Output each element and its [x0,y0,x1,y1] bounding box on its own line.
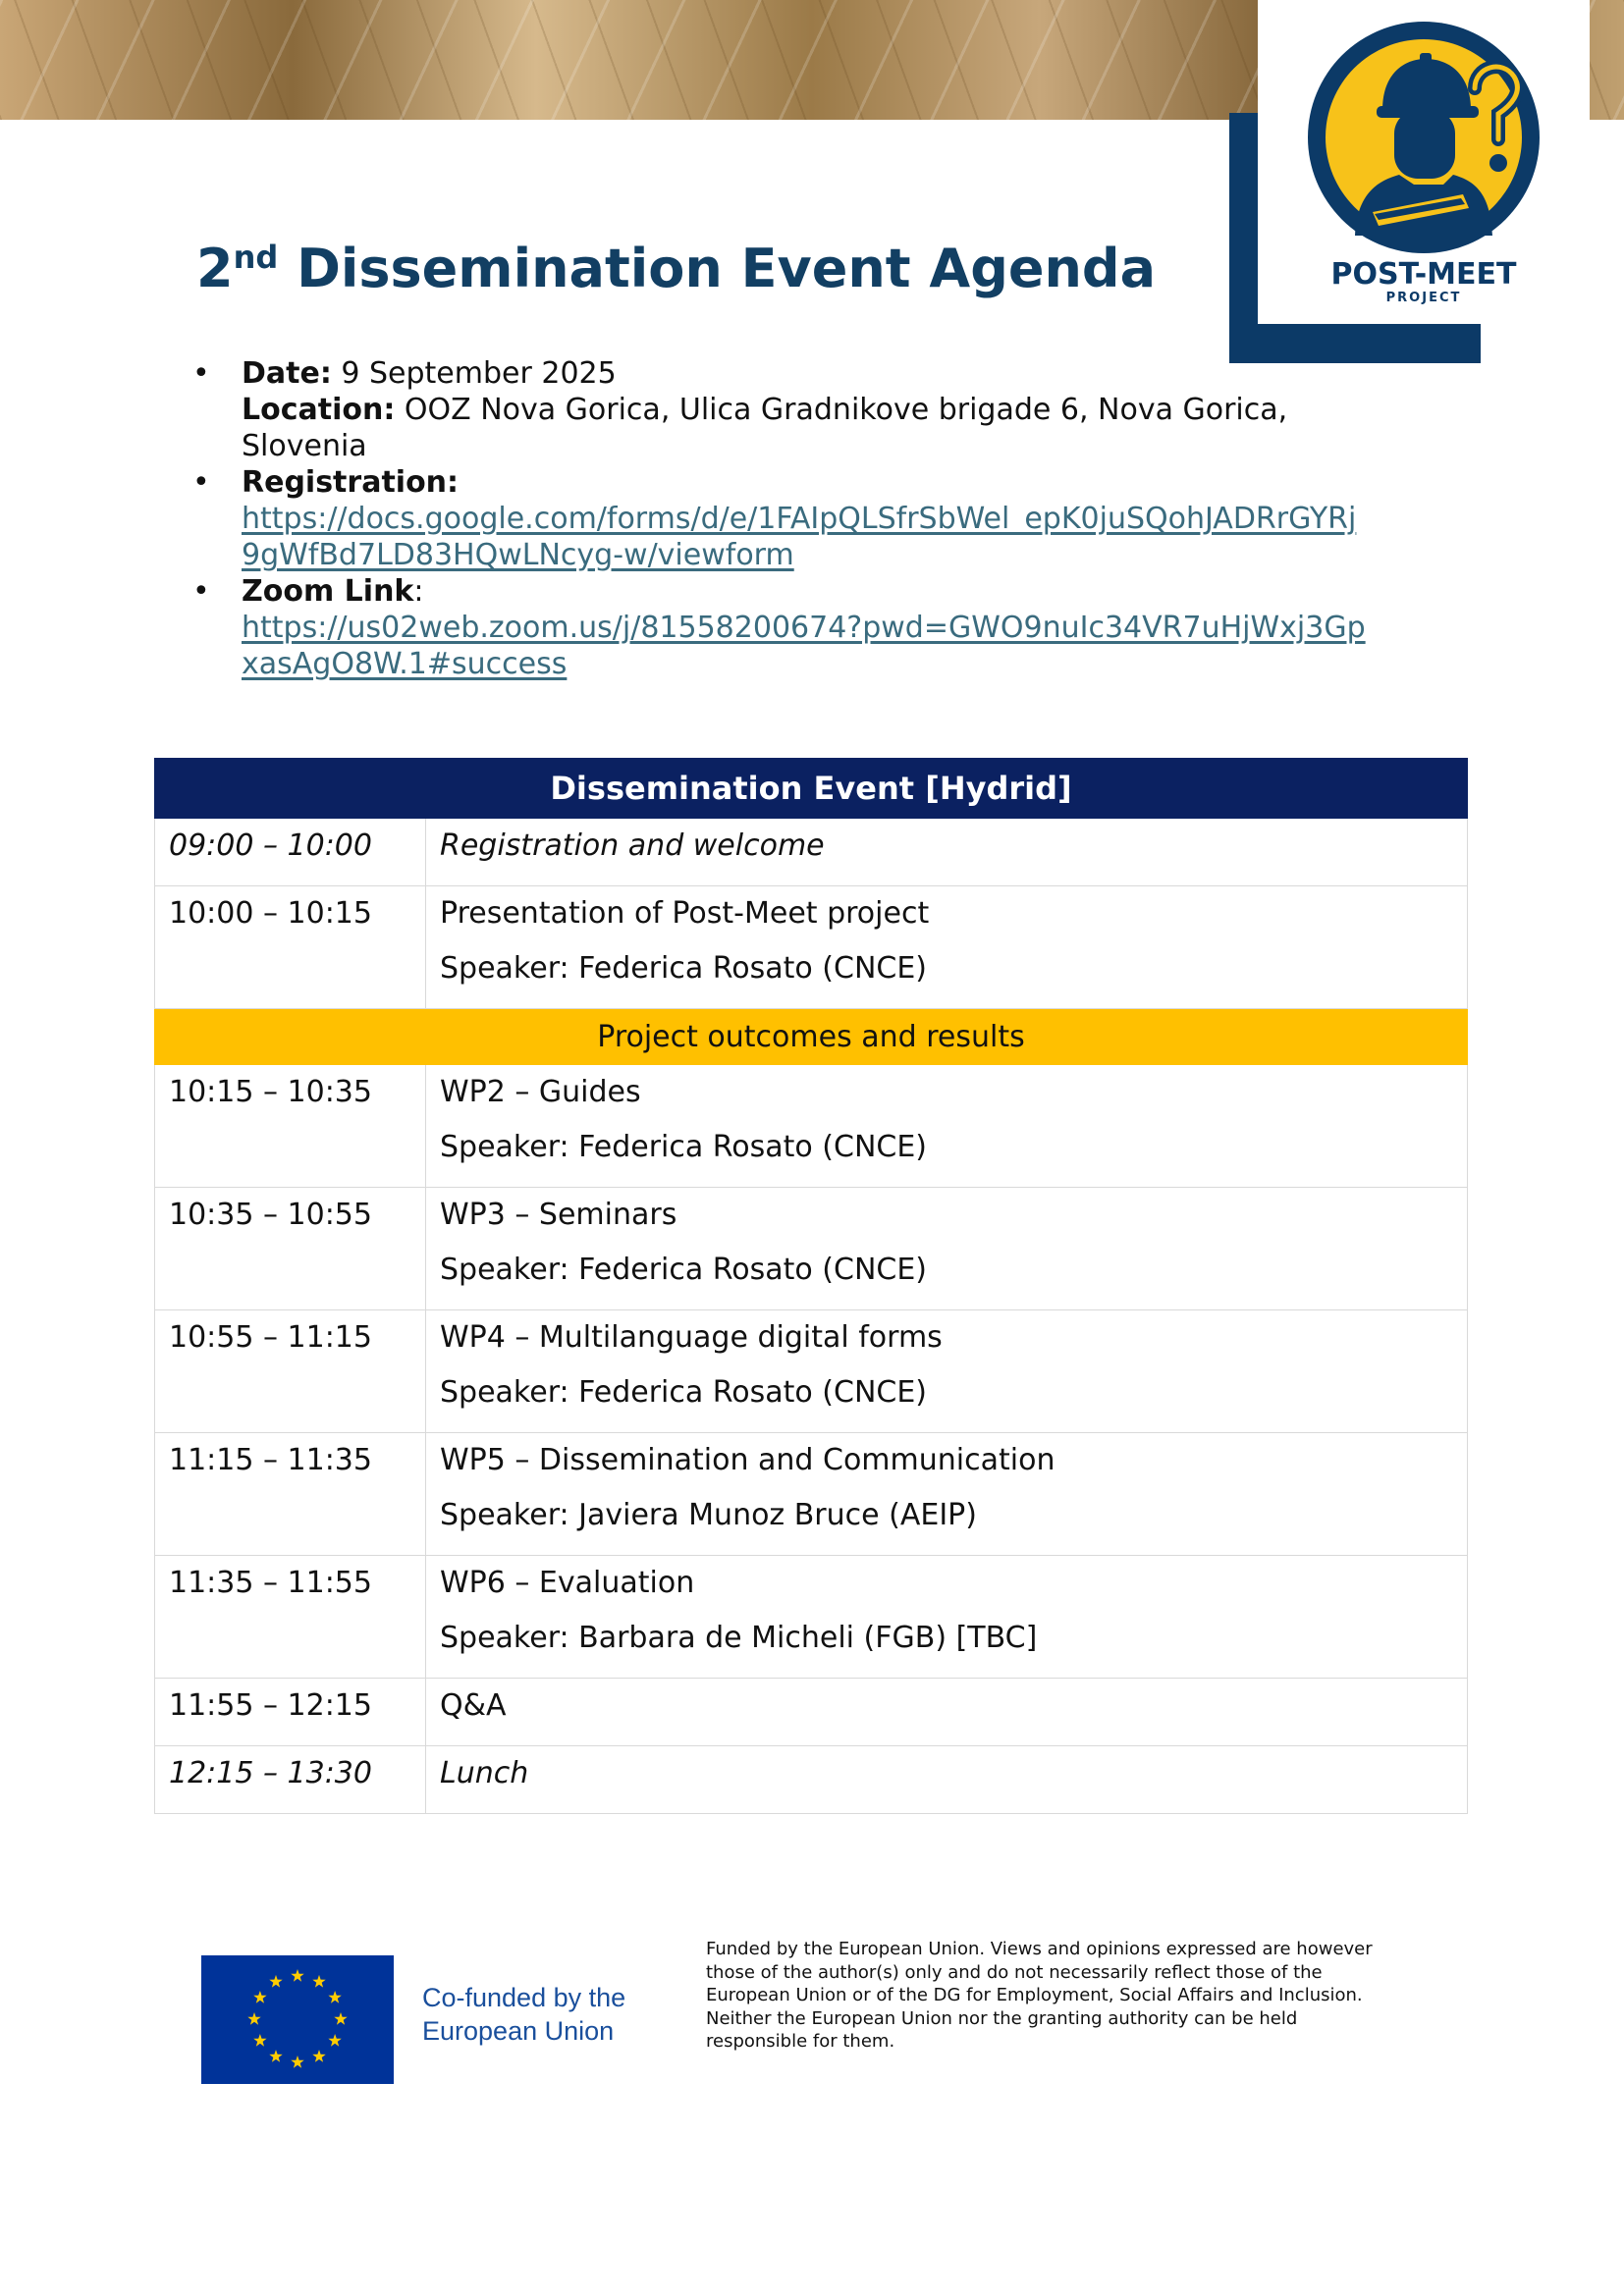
agenda-description [426,1433,1468,1556]
eu-star [328,2034,341,2047]
location-value-2: Slovenia [242,429,367,463]
date-label: Date: [242,356,332,391]
agenda-title: WP4 – Multilanguage digital forms [440,1320,943,1355]
agenda-speaker: Speaker: Barbara de Micheli (FGB) [TBC] [440,1621,1038,1655]
registration-label: Registration: [242,465,460,500]
agenda-title: WP3 – Seminars [440,1198,677,1232]
agenda-time: 11:55 – 12:15 [155,1679,426,1746]
section-row [155,1009,1468,1065]
agenda-title: Registration and welcome [440,828,825,863]
agenda-row [155,1433,1468,1556]
agenda-speaker: Speaker: Federica Rosato (CNCE) [440,951,928,986]
agenda-time: 10:00 – 10:15 [155,886,426,1009]
section-label: Project outcomes and results [155,1009,1468,1065]
eu-star [269,1975,282,1988]
agenda-speaker: Speaker: Javiera Munoz Bruce (AEIP) [440,1498,977,1532]
agenda-description [426,1310,1468,1433]
agenda-description [426,819,1468,886]
zoom-label: Zoom Link [242,574,414,609]
agenda-time: 10:35 – 10:55 [155,1188,426,1310]
agenda-description [426,1065,1468,1188]
funding-disclaimer: Funded by the European Union. Views and opinions expressed are however those of the author(s) only and do not necessarily reflect those of the European Union or of the DG for Employment, Social Affairs and Inclusion. Neither the European Union nor the granting authority can be held responsible for them. [706,1939,1373,2052]
agenda-title: WP6 – Evaluation [440,1566,695,1600]
agenda-title: WP5 – Dissemination and Communication [440,1443,1056,1477]
eu-star [247,2012,260,2025]
bullet-icon: • [192,574,210,609]
agenda-row [155,1310,1468,1433]
zoom-link[interactable]: https://us02web.zoom.us/j/81558200674?pwd=GWO9nuIc34VR7uHjWxj3Gp xasAgO8W.1#success [242,611,1366,681]
agenda-title: WP2 – Guides [440,1075,641,1109]
agenda-description [426,1746,1468,1814]
agenda-time: 11:35 – 11:55 [155,1556,426,1679]
worker-question-mark-icon [1296,20,1551,255]
eu-star [291,2056,303,2068]
agenda-title: Lunch [440,1756,529,1790]
agenda-time: 10:15 – 10:35 [155,1065,426,1188]
agenda-title: Q&A [440,1688,507,1723]
agenda-row [155,886,1468,1009]
logo-sub: PROJECT [1385,291,1462,305]
agenda-speaker: Speaker: Federica Rosato (CNCE) [440,1375,928,1410]
agenda-time: 12:15 – 13:30 [155,1746,426,1814]
agenda-heading: Dissemination Event [Hydrid] [155,759,1468,819]
info-item-registration [192,464,1469,573]
eu-flag-icon [201,1955,394,2084]
agenda-time: 09:00 – 10:00 [155,819,426,886]
location-label: Location: [242,393,396,427]
date-value: 9 September 2025 [331,356,617,391]
bullet-icon: • [192,356,210,391]
eu-star [312,2050,325,2062]
agenda-description [426,886,1468,1009]
agenda-row [155,1679,1468,1746]
agenda-description [426,1679,1468,1746]
logo-name: POST-MEET [1330,257,1517,292]
agenda-title: Presentation of Post-Meet project [440,896,930,931]
agenda-speaker: Speaker: Federica Rosato (CNCE) [440,1253,928,1287]
eu-star [291,1969,303,1982]
eu-cofunded-text: Co-funded by the European Union [422,1983,626,2046]
agenda-time: 11:15 – 11:35 [155,1433,426,1556]
info-item-zoom: • Zoom Link: https://us02web.zoom.us/j/81558200674?pwd=GWO9nuIc34VR7uHjWxj3Gp xasAgO8W.1#success [192,574,1366,681]
agenda-table [154,758,1468,1814]
agenda-description [426,1556,1468,1679]
registration-link[interactable]: https://docs.google.com/forms/d/e/1FAIpQLSfrSbWel_epK0juSQohJADRrGYRj 9gWfBd7LD83HQwLNcyg-w/viewform [242,502,1357,572]
eu-star [253,1991,266,2003]
agenda-time: 10:55 – 11:15 [155,1310,426,1433]
eu-star [328,1991,341,2003]
page-title: 2nd Dissemination Event Agenda [196,238,1157,299]
agenda-row [155,819,1468,886]
eu-star [334,2012,347,2025]
location-value: OOZ Nova Gorica, Ulica Gradnikove brigade 6, Nova Gorica, [395,393,1288,427]
event-info-list [192,355,1469,682]
eu-stars-icon [201,1955,394,2084]
agenda-row [155,1556,1468,1679]
agenda-row [155,1065,1468,1188]
info-item-date [192,355,1469,464]
eu-star [269,2050,282,2062]
agenda-header-row [155,759,1468,819]
eu-star [253,2034,266,2047]
agenda-row [155,1746,1468,1814]
agenda-row [155,1188,1468,1310]
agenda-description [426,1188,1468,1310]
bullet-icon: • [192,465,210,500]
agenda-speaker: Speaker: Federica Rosato (CNCE) [440,1130,928,1164]
eu-star [312,1975,325,1988]
